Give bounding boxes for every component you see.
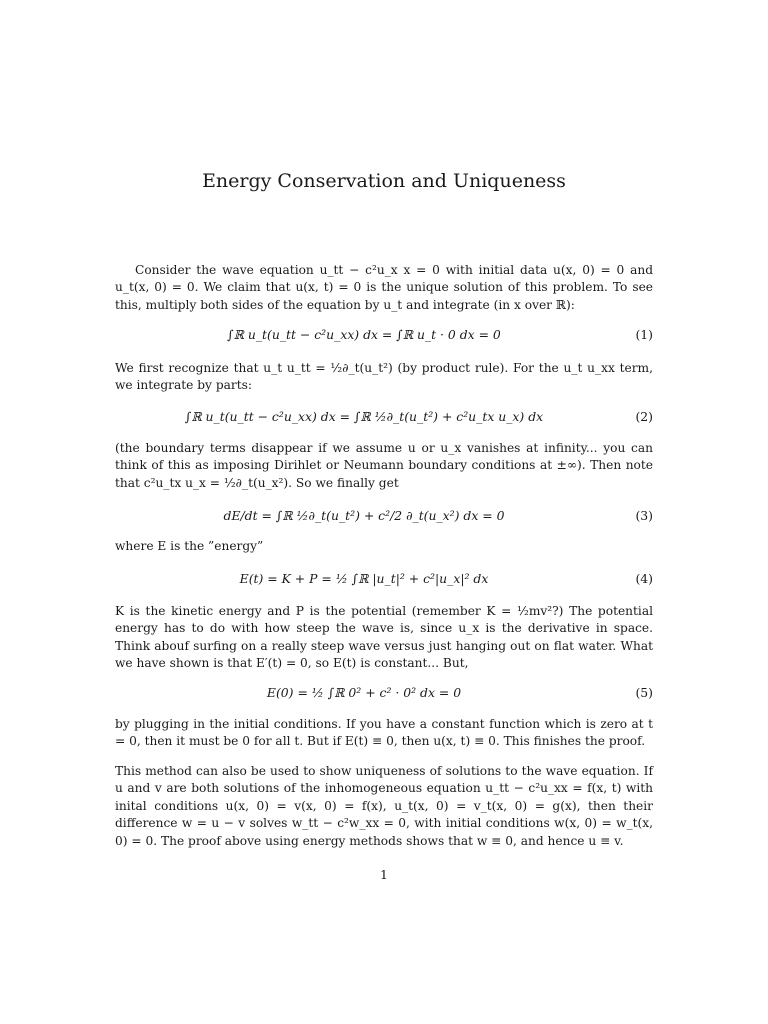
equation-3-number: (3)	[635, 507, 653, 523]
paragraph-initial-conditions: by plugging in the initial conditions. If you have a constant function which is zero at t = 0, then it must be 0 for all t. But if E(t) ≡ 0, then u(x, t) ≡ 0. This finishes the proof.	[115, 717, 653, 749]
equation-4-body	[115, 558, 613, 598]
equation-4-number: (4)	[635, 570, 653, 586]
equation-5	[115, 672, 653, 712]
paragraph-energy-intro: where E is the ”energy”	[115, 539, 264, 553]
paragraph-intro	[115, 262, 653, 314]
equation-4-text: E(t) = K + P = ½ ∫ℝ |u_t|² + c²|u_x|² dx	[239, 570, 489, 586]
page-title: Energy Conservation and Uniqueness	[202, 170, 566, 192]
equation-3	[115, 495, 653, 535]
equation-1-number: (1)	[635, 326, 653, 342]
equation-3-body	[115, 495, 613, 535]
paragraph-kinetic-energy: K is the kinetic energy and P is the potential (remember K = ½mv²?) The potential energy has to do with how steep the wave is, since u_x is the derivative in space. Think abouf surfing on a really steep wave versus just hanging out on flat water. What we have shown is that E′(t) = 0, so E(t) is constant... But,	[115, 604, 653, 671]
paragraph-boundary: (the boundary terms disappear if we assume u or u_x vanishes at infinity... you can think of this as imposing Dirihlet or Neumann boundary conditions at ±∞). Then note that c²u_tx u_x = ½∂_t(u_x²). So we finally get	[115, 441, 653, 490]
equation-3-text: dE/dt = ∫ℝ ½∂_t(u_t²) + c²/2 ∂_t(u_x²) dx = 0	[223, 507, 505, 523]
equation-2-text: ∫ℝ u_t(u_tt − c²u_xx) dx = ∫ℝ ½∂_t(u_t²) + c²u_tx u_x) dx	[184, 408, 544, 424]
page-number: 1	[380, 867, 388, 882]
equation-5-body	[115, 672, 613, 712]
paragraph-product-rule: We first recognize that u_t u_tt = ½∂_t(u_t²) (by product rule). For the u_t u_xx term, we integrate by parts:	[115, 361, 653, 393]
equation-5-text: E(0) = ½ ∫ℝ 0² + c² · 0² dx = 0	[266, 684, 462, 700]
equation-5-number: (5)	[635, 684, 653, 700]
equation-1-text: ∫ℝ u_t(u_tt − c²u_xx) dx = ∫ℝ u_t · 0 dx = 0	[227, 326, 501, 342]
paragraph-intro-text: Consider the wave equation u_tt − c²u_x x = 0 with initial data u(x, 0) = 0 and u_t(x, 0) = 0. We claim that u(x, t) = 0 is the unique solution of this problem. To see this, multiply both sides of the equation by u_t and integrate (in x over ℝ):	[115, 263, 653, 312]
equation-2-body	[115, 396, 613, 436]
equation-4	[115, 558, 653, 598]
equation-2-number: (2)	[635, 408, 653, 424]
equation-2	[115, 396, 653, 436]
equation-1	[115, 314, 653, 354]
equation-1-body	[115, 314, 613, 354]
paragraph-uniqueness: This method can also be used to show uniqueness of solutions to the wave equation. If u and v are both solutions of the inhomogeneous equation u_tt − c²u_xx = f(x, t) with inital conditions u(x, 0) = v(x, 0) = f(x), u_t(x, 0) = v_t(x, 0) = g(x), then their difference w = u − v solves w_tt − c²w_xx = 0, with initial conditions w(x, 0) = w_t(x, 0) = 0. The proof above using energy methods shows that w ≡ 0, and hence u ≡ v.	[115, 764, 653, 848]
